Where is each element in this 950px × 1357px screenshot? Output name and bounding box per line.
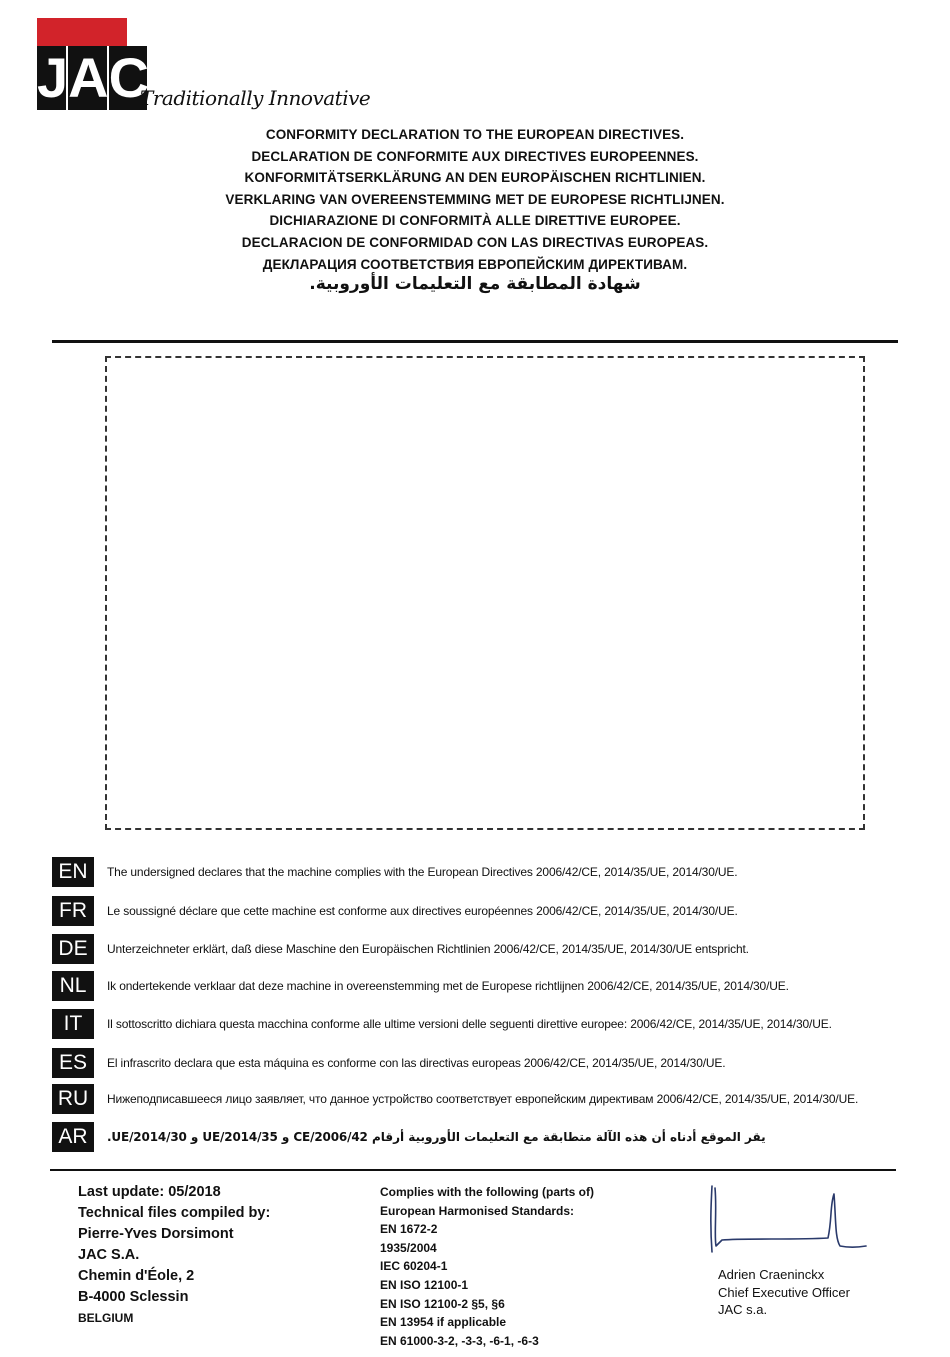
title-ar: شهادة المطابقة مع التعليمات الأوروبية. bbox=[309, 274, 641, 295]
lang-text: يقر الموقع أدناه أن هذه الآلة متطابقة مع التعليمات الأوروبية أرقام CE/2006/42 و UE/2014/35 و UE/2014/30. bbox=[107, 1130, 766, 1144]
lang-row-en bbox=[52, 856, 737, 888]
lang-code-badge: ES bbox=[52, 1048, 94, 1078]
company-name: JAC S.A. bbox=[78, 1247, 140, 1263]
address-country: BELGIUM bbox=[78, 1311, 134, 1325]
lang-text: Ik ondertekende verklaar dat deze machine in overeenstemming met de Europese richtlijnen 2006/42/CE, 2014/35/UE, 2014/30/UE. bbox=[107, 979, 789, 993]
compiler-name: Pierre-Yves Dorsimont bbox=[78, 1226, 234, 1242]
title-nl: VERKLARING VAN OVEREENSTEMMING MET DE EUROPESE RICHTLIJNEN. bbox=[225, 191, 725, 207]
logo-letter-j: J bbox=[37, 46, 67, 109]
address-street: Chemin d'Éole, 2 bbox=[78, 1268, 195, 1284]
declaration-titles bbox=[0, 124, 950, 295]
standard-item: EN ISO 12100-2 §5, §6 bbox=[380, 1296, 505, 1311]
standards-subheading: European Harmonised Standards: bbox=[380, 1203, 575, 1218]
standard-item: EN 61000-3-2, -3-3, -6-1, -6-3 bbox=[380, 1333, 539, 1348]
last-update: Last update: 05/2018 bbox=[78, 1184, 221, 1200]
lang-code-badge: EN bbox=[52, 857, 94, 887]
standard-item: EN 13954 if applicable bbox=[380, 1315, 507, 1330]
lang-code-badge: NL bbox=[52, 971, 94, 1001]
lang-text: Нижеподписавшееся лицо заявляет, что данное устройство соответствует европейским директивам 2006/42/CE, 2014/35/UE, 2014/30/UE. bbox=[107, 1092, 859, 1106]
lang-row-ru bbox=[52, 1083, 858, 1115]
brand-tagline: Traditionally Innovative bbox=[140, 86, 371, 110]
harmonised-standards bbox=[380, 1183, 594, 1350]
lang-code-badge: DE bbox=[52, 934, 94, 964]
logo-letter-c: C bbox=[108, 46, 148, 109]
title-fr: DECLARATION DE CONFORMITE AUX DIRECTIVES EUROPEENNES. bbox=[251, 148, 699, 164]
lang-row-fr bbox=[52, 895, 738, 927]
address-city: B-4000 Sclessin bbox=[78, 1289, 189, 1305]
top-divider bbox=[52, 340, 898, 343]
title-es: DECLARACION DE CONFORMIDAD CON LAS DIRECTIVAS EUROPEAS. bbox=[241, 234, 709, 250]
compiled-by-label: Technical files compiled by: bbox=[78, 1205, 271, 1221]
lang-code-badge: AR bbox=[52, 1122, 94, 1152]
signature bbox=[700, 1180, 870, 1260]
logo-letter-a: A bbox=[68, 46, 107, 109]
lang-code-badge: IT bbox=[52, 1009, 94, 1039]
signatory-name: Adrien Craeninckx bbox=[718, 1267, 825, 1282]
lang-code-badge: FR bbox=[52, 896, 94, 926]
lang-row-ar bbox=[52, 1121, 766, 1153]
logo-red-band bbox=[37, 18, 127, 46]
lang-text: Le soussigné déclare que cette machine est conforme aux directives européennes 2006/42/CE, 2014/35/UE, 2014/30/UE. bbox=[107, 904, 738, 918]
lang-text: Il sottoscritto dichiara questa macchina conforme alle ultime versioni delle seguenti direttive europee: 2006/42/CE, 2014/35/UE, 2014/30/UE. bbox=[107, 1017, 832, 1031]
lang-text: Unterzeichneter erklärt, daß diese Maschine den Europäischen Richtlinien 2006/42/CE, 2014/35/UE, 2014/30/UE entspricht. bbox=[107, 942, 749, 956]
title-ru: ДЕКЛАРАЦИЯ СООТВЕТСТВИЯ ЕВРОПЕЙСКИМ ДИРЕКТИВАМ. bbox=[262, 256, 688, 272]
standards-heading: Complies with the following (parts of) bbox=[380, 1185, 594, 1199]
standard-item: EN ISO 12100-1 bbox=[380, 1277, 469, 1292]
bottom-divider bbox=[50, 1169, 896, 1171]
title-it: DICHIARAZIONE DI CONFORMITÀ ALLE DIRETTIVE EUROPEE. bbox=[269, 213, 681, 229]
title-de: KONFORMITÄTSERKLÄRUNG AN DEN EUROPÄISCHEN RICHTLINIEN. bbox=[244, 170, 706, 186]
signatory-title: Chief Executive Officer bbox=[718, 1284, 850, 1300]
title-en: CONFORMITY DECLARATION TO THE EUROPEAN DIRECTIVES. bbox=[265, 127, 685, 142]
standard-item: 1935/2004 bbox=[380, 1240, 437, 1255]
lang-text: The undersigned declares that the machine complies with the European Directives 2006/42/CE, 2014/35/UE, 2014/30/UE. bbox=[107, 865, 738, 879]
standard-item: IEC 60204-1 bbox=[380, 1259, 448, 1274]
lang-row-nl bbox=[52, 970, 789, 1002]
lang-row-de bbox=[52, 933, 749, 965]
logo-letters bbox=[37, 46, 148, 110]
lang-row-es bbox=[52, 1047, 725, 1079]
signatory bbox=[718, 1266, 850, 1319]
lang-text: El infrascrito declara que esta máquina es conforme con las directivas europeas 2006/42/CE, 2014/35/UE, 2014/30/UE. bbox=[107, 1056, 726, 1070]
lang-code-badge: RU bbox=[52, 1084, 94, 1114]
jac-logo bbox=[37, 18, 148, 110]
signatory-company: JAC s.a. bbox=[718, 1302, 768, 1317]
standard-item: EN 1672-2 bbox=[380, 1222, 438, 1237]
machine-label-placeholder bbox=[105, 356, 865, 830]
lang-row-it bbox=[52, 1008, 832, 1040]
technical-file-contact bbox=[78, 1182, 270, 1329]
